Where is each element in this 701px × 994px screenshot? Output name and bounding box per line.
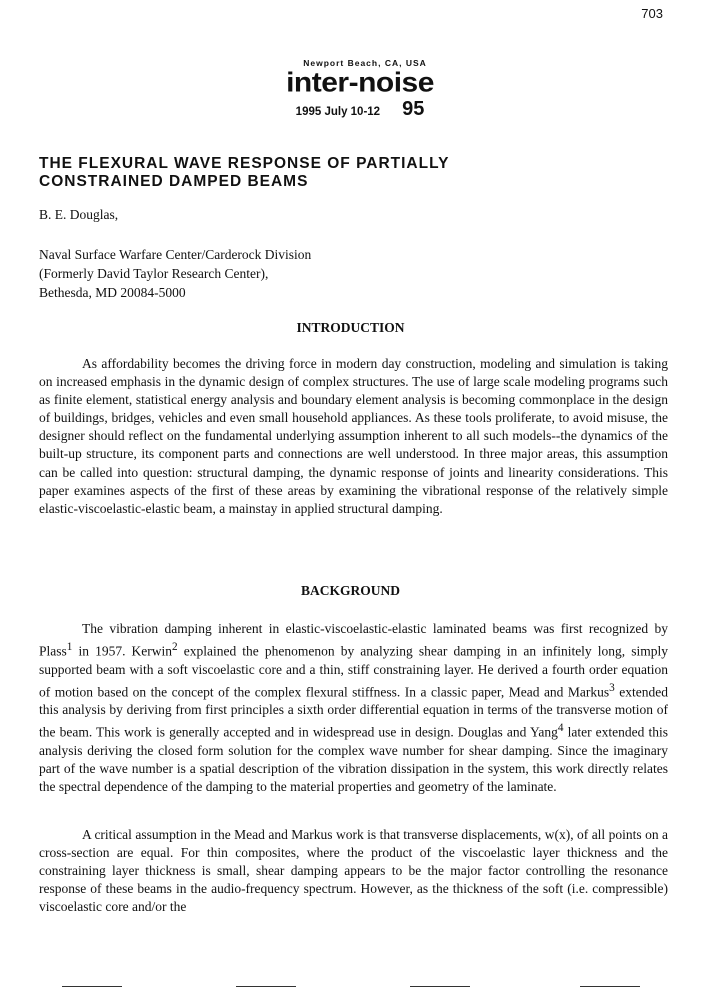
footer-rule-2 [236,986,296,987]
conference-location: Newport Beach, CA, USA [303,58,427,68]
paper-title-line-1: THE FLEXURAL WAVE RESPONSE OF PARTIALLY [39,155,450,172]
paper-title [39,155,659,191]
affiliation-line-2: (Formerly David Taylor Research Center), [39,266,269,281]
page-number: 703 [641,6,663,21]
background-text-4: extended this analysis by deriving from first principles a sixth order differential equation in terms of the transverse motion of the beam. This work is generally accepted and in widespread use in design. Douglas and Yang [39,684,669,740]
author-name: B. E. Douglas, [39,207,119,222]
conference-year: 95 [402,98,425,120]
background-paragraph-1 [39,620,668,796]
introduction-paragraph: As affordability becomes the driving force in modern day construction, modeling and simulation is taking on increased emphasis in the dynamic design of complex structures. The use of large scale modeling programs such as finite element, statistical energy analysis and boundary element analysis is becoming commonplace in the design of buildings, bridges, vehicles and even small household appliances. As these tools proliferate, to avoid misuse, the designer should reflect on the fundamental underlying assumption inherent to all such models--the dynamics of the built-up structure, its component parts and connections are well understood. In three major areas, this assumption can be called into question: structural damping, the dynamic response of joints and linearity considerations. This paper examines aspects of the first of these areas by examining the vibrational response of the relatively simple elastic-viscoelastic-elastic beam, a mainstay in applied structural damping. [39,356,668,516]
conference-header [260,58,460,121]
background-text-3: explained the phenomenon by analyzing shear damping in an infinitely long, simply supported beam with a soft viscoelastic core and a thin, stiff constraining layer. He derived a fourth order equation of motion based on the concept of the complex flexural stiffness. In a classic paper, Mead and Markus [39,643,668,700]
background-paragraph-2: A critical assumption in the Mead and Markus work is that transverse displacements, w(x), of all points on a cross-section are equal. For thin composites, where the product of the viscoelastic layer thickness and the constraining layer thickness is small, shear damping appears to be the major factor controlling the resonance response of these beams in the audio-frequency spectrum. However, as the thickness of the soft (i.e. compressible) viscoelastic core and/or the [39,827,668,915]
affiliation-line-3: Bethesda, MD 20084-5000 [39,285,186,300]
background-text-1: The vibration damping inherent in elastic-viscoelastic-elastic laminated beams was first recognized by Plass [39,621,668,659]
background-text-2: in 1957. Kerwin [72,643,173,659]
footer-rule-4 [580,986,640,987]
background-heading: BACKGROUND [300,583,400,598]
conference-dates: 1995 July 10-12 [295,106,381,118]
footer-rule-3 [410,986,470,987]
author-affiliation [39,245,311,302]
affiliation-line-1: Naval Surface Warfare Center/Carderock Division [39,247,312,262]
reference-3: 3 [609,681,615,694]
paper-title-line-2: CONSTRAINED DAMPED BEAMS [39,173,309,190]
conference-logo: inter-noise [286,67,434,98]
conference-date-row [260,98,460,121]
reference-1: 1 [66,641,73,654]
reference-2: 2 [172,641,178,654]
background-text-5: later extended this analysis deriving the closed form solution for the complex wave number for shear damping. Since the imaginary part of the wave number is a spatial description of the vibration dissipation in the system, this work directly relates the spectral dependence of the damping to the material properties and geometry of the laminate. [39,724,668,795]
reference-4: 4 [557,722,564,735]
footer-rule-1 [62,986,122,987]
introduction-heading: INTRODUCTION [296,320,405,335]
